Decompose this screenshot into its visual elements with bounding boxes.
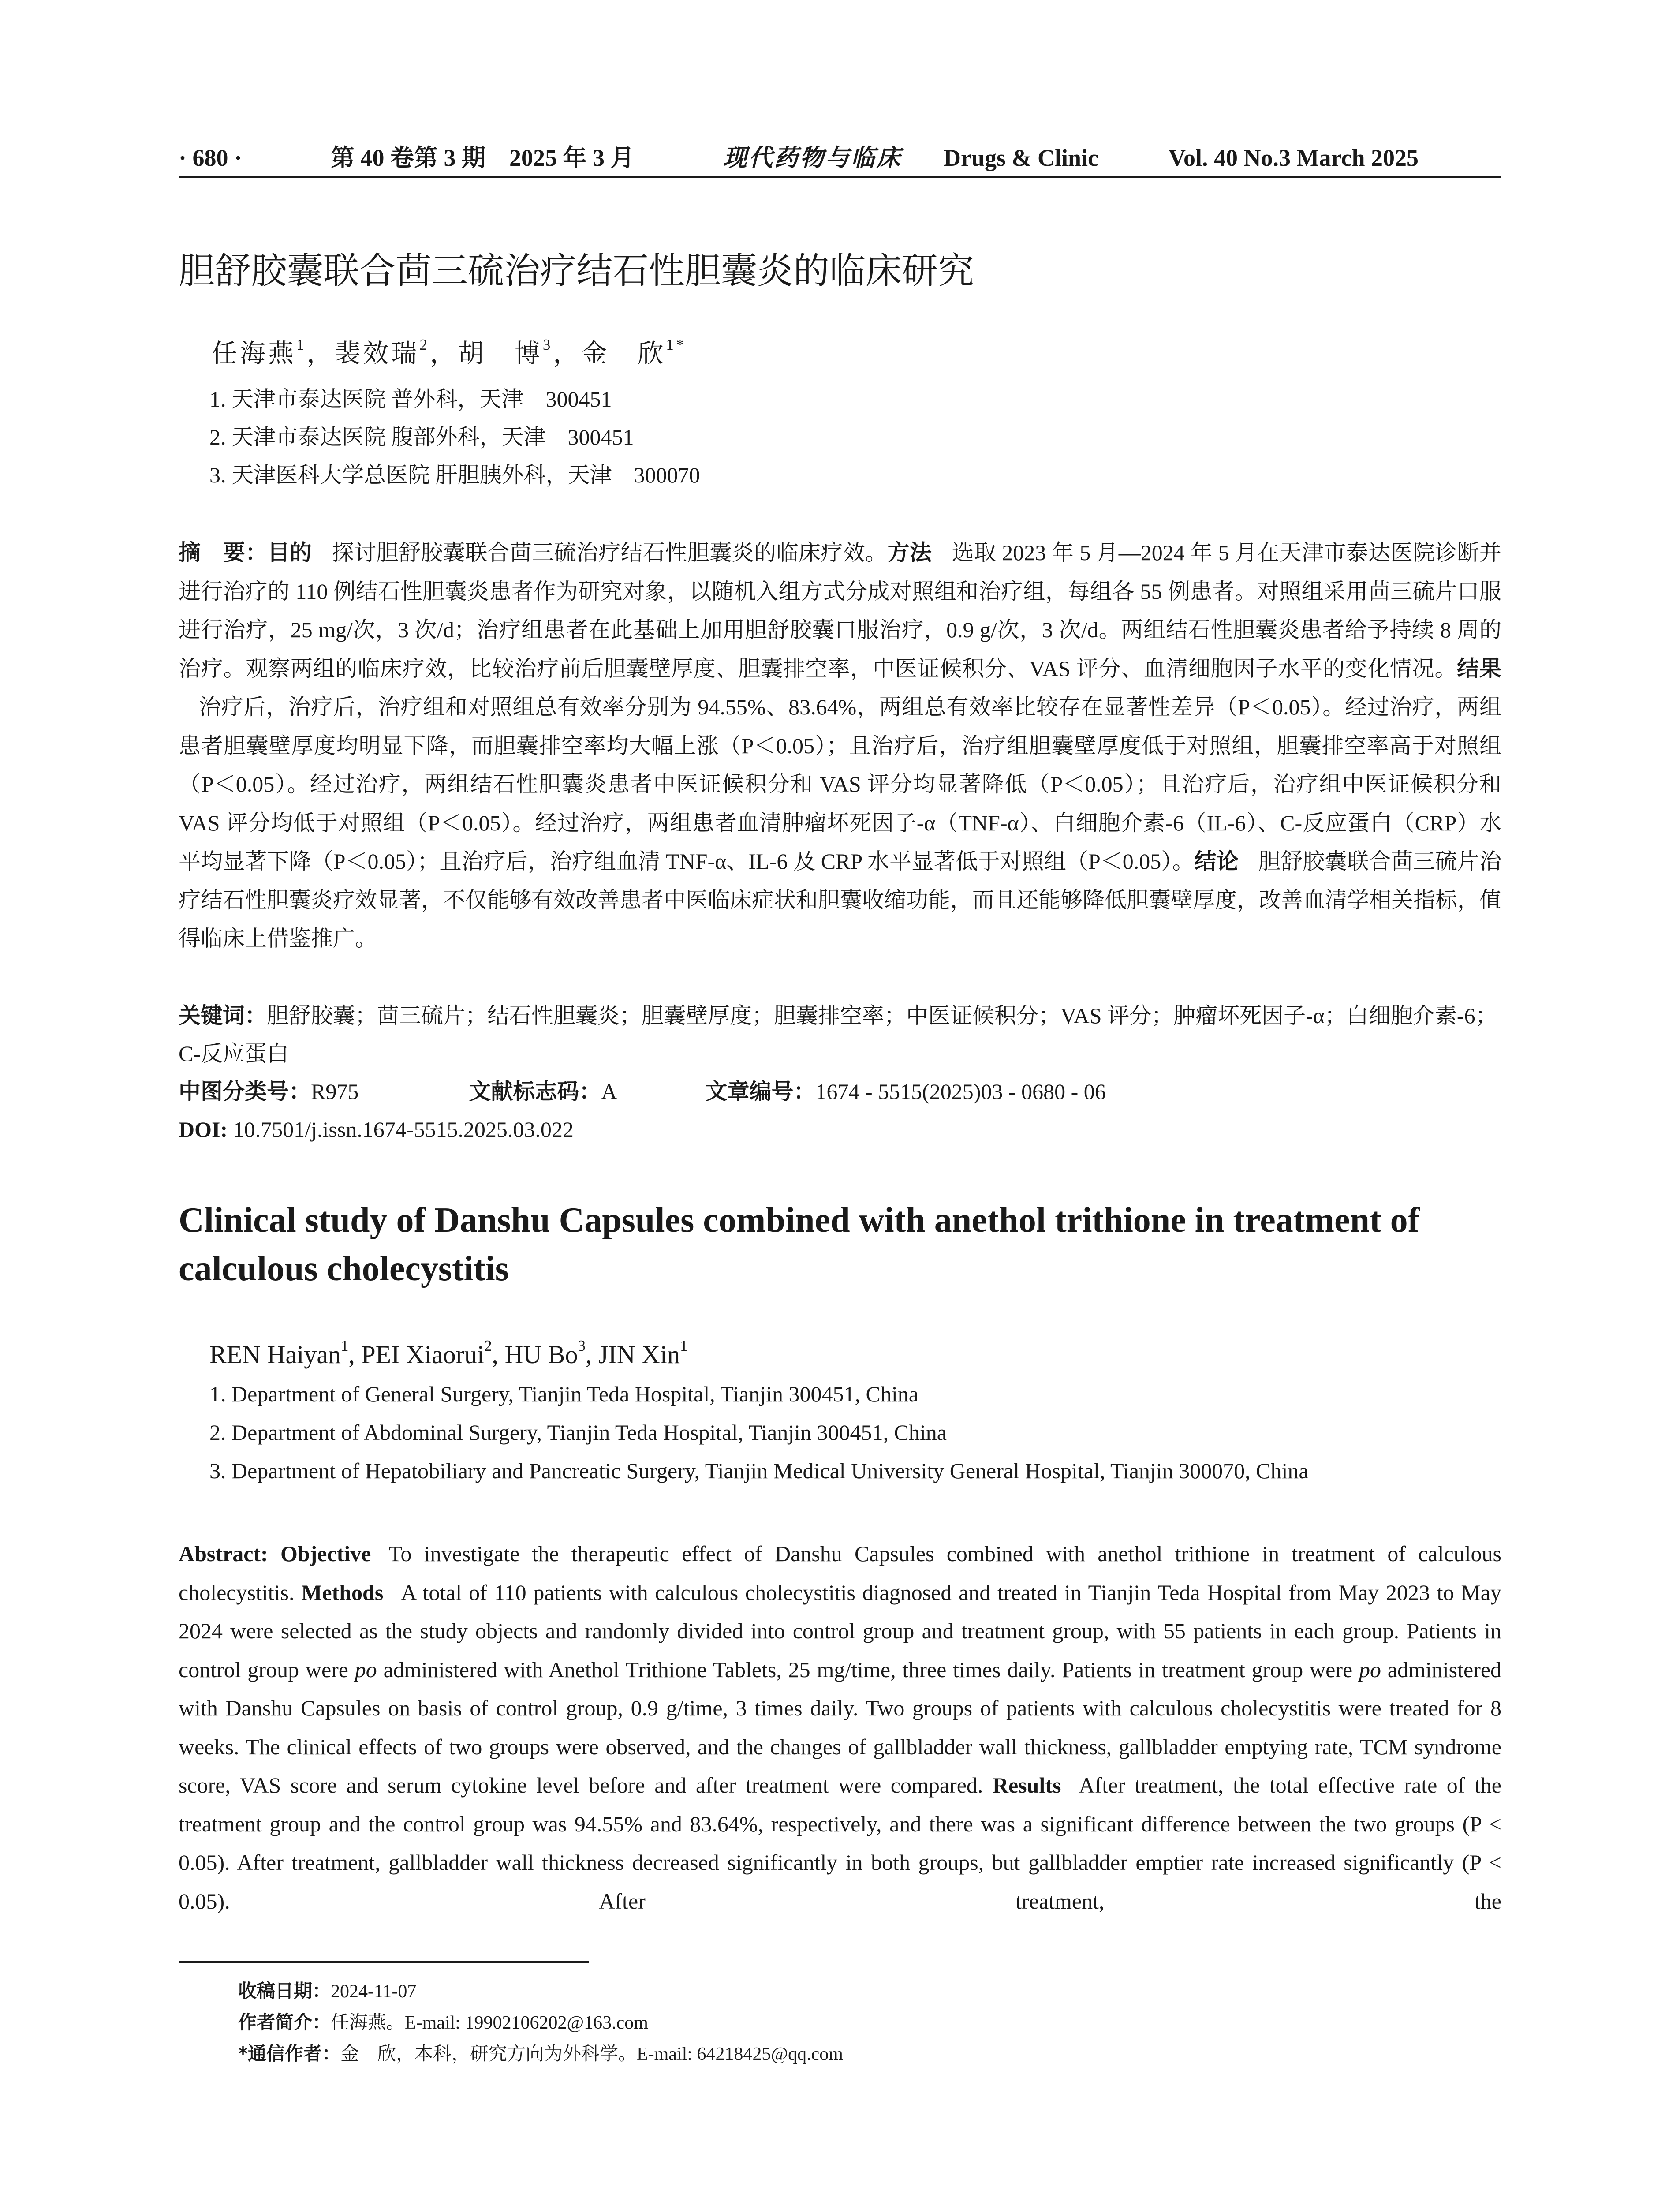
route-abbrev: po: [1359, 1657, 1381, 1682]
page-number: · 680 ·: [179, 145, 243, 171]
received-date: [238, 1976, 843, 2007]
doc-code-value: A: [601, 1079, 617, 1104]
author-name: 任海燕: [212, 339, 297, 368]
article-no-value: 1674 - 5515(2025)03 - 0680 - 06: [815, 1079, 1106, 1104]
results-text: 治疗后，治疗后，治疗组和对照组总有效率分别为 94.55%、83.64%，两组总有效率比较存在显著性差异（P＜0.05）。经过治疗，两组患者胆囊壁厚度均明显下降，而胆囊排空率均大幅上涨（P＜0.05）；且治疗后，治疗组胆囊壁厚度低于对照组，胆囊排空率高于对照组（P＜0.05）。经过治疗，两组结石性胆囊炎患者中医证候积分和 VAS 评分均显著降低（P＜0.05）；且治疗后，治疗组中医证候积分和 VAS 评分均低于对照组（P＜0.05）。经过治疗，两组患者血清肿瘤坏死因子-α（TNF-α）、白细胞介素-6（IL-6）、C-反应蛋白（CRP）水平均显著下降（P＜0.05）；且治疗后，治疗组血清 TNF-α、IL-6 及 CRP 水平显著低于对照组（P＜0.05）。: [179, 695, 1501, 874]
affiliation-list-cn: [209, 380, 700, 494]
results-label: Results: [992, 1773, 1061, 1798]
author-bio-value: 任海燕。E-mail: 19902106202@163.com: [331, 2013, 648, 2033]
keywords-text: 胆舒胶囊；茴三硫片；结石性胆囊炎；胆囊壁厚度；胆囊排空率；中医证候积分；VAS 评分；肿瘤坏死因子-α；白细胞介素-6；C-反应蛋白: [179, 1003, 1497, 1066]
affiliation-mark: 2: [484, 1337, 492, 1355]
author-name: PEI Xiaorui: [361, 1340, 485, 1369]
author-name: 金 欣: [581, 339, 666, 368]
abstract-label: 摘 要：: [179, 540, 268, 565]
affiliation-item: 3. 天津医科大学总医院 肝胆胰外科，天津 300070: [209, 463, 700, 487]
footnote-divider: [179, 1961, 589, 1963]
affiliation-item: 3. Department of Hepatobiliary and Pancreatic Surgery, Tianjin Medical University General Hospital, Tianjin 300070, China: [209, 1458, 1309, 1483]
methods-label: 方法: [887, 540, 932, 565]
results-label: 结果: [1457, 655, 1502, 681]
article-title-en: Clinical study of Danshu Capsules combined with anethol trithione in treatment of calculous cholecystitis: [179, 1201, 1420, 1288]
affiliation-item: 2. Department of Abdominal Surgery, Tianjin Teda Hospital, Tianjin 300451, China: [209, 1420, 947, 1445]
journal-name-en: Drugs & Clinic: [944, 145, 1098, 171]
keywords-label: 关键词：: [179, 1003, 267, 1028]
affiliation-mark: 1*: [666, 336, 687, 354]
received-label: 收稿日期：: [238, 1980, 331, 2002]
affiliation-item: 1. Department of General Surgery, Tianjin Teda Hospital, Tianjin 300451, China: [209, 1382, 918, 1406]
article-metadata-cn: [179, 997, 1501, 1148]
methods-text: administered with Danshu Capsules on basis of control group, 0.9 g/time, 3 times daily. Two groups of patients with calculous cholecystitis were treated for 8 weeks. The clinical effects of two groups were observed, and the changes of gallbladder wall thickness, gallbladder emptying rate, TCM syndrome score, VAS score and serum cytokine level before and after treatment were compared.: [179, 1657, 1502, 1798]
corresponding-value: 金 欣，本科，研究方向为外科学。E-mail: 64218425@qq.com: [340, 2044, 843, 2064]
methods-text: administered with Anethol Trithione Tablets, 25 mg/time, three times daily. Patients in treatment group were: [383, 1657, 1353, 1682]
clc-label: 中图分类号：: [179, 1079, 311, 1104]
journal-name-cn: 现代药物与临床: [723, 145, 902, 171]
author-name: 胡 博: [458, 339, 543, 368]
corresponding-label: *通信作者：: [238, 2043, 340, 2064]
methods-label: Methods: [301, 1580, 384, 1605]
clc-value: R975: [311, 1079, 359, 1104]
author-list-en: REN Haiyan$^1$, PEI Xiaorui$^2$, HU Bo$^3$, JIN Xin$^1$: [209, 1337, 688, 1369]
results-text: After treatment, the total effective rate of the treatment group and the control group was 94.55% and 83.64%, respectively, and there was a significant difference between the two groups (P < 0.05). After treatment, gallbladder wall thickness decreased significantly in both groups, but gallbladder emptier rate increased significantly (P < 0.05). After treatment, the: [179, 1773, 1501, 1913]
affiliation-item: 2. 天津市泰达医院 腹部外科，天津 300451: [209, 425, 634, 449]
author-name: HU Bo: [504, 1340, 578, 1369]
affiliation-mark: 2: [419, 336, 430, 354]
keywords: [179, 997, 1501, 1073]
author-bio: [238, 2007, 843, 2038]
abstract-en: [179, 1535, 1501, 1921]
issue-info-cn: 第 40 卷第 3 期 2025 年 3 月: [331, 145, 635, 171]
affiliation-mark: 3: [578, 1337, 586, 1355]
corresponding-author: [238, 2038, 843, 2070]
methods-text: 选取 2023 年 5 月—2024 年 5 月在天津市泰达医院诊断并进行治疗的 110 例结石性胆囊炎患者作为研究对象，以随机入组方式分成对照组和治疗组，每组各 55 例患者。对照组采用茴三硫片口服进行治疗，25 mg/次，3 次/d；治疗组患者在此基础上加用胆舒胶囊口服治疗，0.9 g/次，3 次/d。两组结石性胆囊炎患者给予持续 8 周的治疗。观察两组的临床疗效，比较治疗前后胆囊壁厚度、胆囊排空率，中医证候积分、VAS 评分、血清细胞因子水平的变化情况。: [179, 540, 1502, 681]
received-value: 2024-11-07: [331, 1981, 417, 2002]
objective-label: 目的: [267, 540, 312, 565]
objective-label: Objective: [280, 1541, 371, 1566]
doi-label: DOI:: [179, 1117, 228, 1142]
issue-info-en: Vol. 40 No.3 March 2025: [1169, 145, 1419, 171]
author-list-cn: 任海燕$^1$，裴效瑞$^2$，胡 博$^3$，金 欣$^{1*}$: [212, 336, 687, 368]
footnotes: [238, 1976, 843, 2070]
route-abbrev: po: [355, 1657, 377, 1682]
classification-row: [179, 1073, 1501, 1110]
abstract-label: Abstract:: [179, 1541, 268, 1566]
affiliation-mark: 3: [542, 336, 553, 354]
methods-text: A total of 110 patients with calculous cholecystitis diagnosed and treated in Tianjin Teda Hospital from May 2023 to May 2024 were selected as the study objects and randomly divided into control group and treatment group, with 55 patients in each group. Patients in control group were: [179, 1580, 1501, 1682]
doc-code-label: 文献标志码：: [469, 1079, 601, 1104]
conclusion-label: 结论: [1194, 848, 1239, 874]
affiliation-mark: 1: [341, 1337, 349, 1355]
author-name: REN Haiyan: [209, 1340, 341, 1369]
author-name: JIN Xin: [598, 1340, 680, 1369]
running-header: [179, 140, 1501, 178]
affiliation-mark: 1: [680, 1337, 688, 1355]
doi-row: [179, 1110, 1501, 1148]
affiliation-list-en: [209, 1375, 1309, 1490]
abstract-cn: [179, 534, 1501, 958]
article-no-label: 文章编号：: [705, 1079, 816, 1104]
affiliation-mark: 1: [296, 336, 307, 354]
objective-text: To investigate the therapeutic effect of Danshu Capsules combined with anethol trithione in treatment of calculous cholecystitis.: [179, 1541, 1501, 1605]
author-bio-label: 作者简介：: [238, 2011, 331, 2033]
doi-value: 10.7501/j.issn.1674-5515.2025.03.022: [233, 1117, 574, 1142]
conclusion-text: 胆舒胶囊联合茴三硫片治疗结石性胆囊炎疗效显著，不仅能够有效改善患者中医临床症状和胆囊收缩功能，而且还能够降低胆囊壁厚度，改善血清学相关指标，值得临床上借鉴推广。: [179, 849, 1502, 951]
article-title-cn: 胆舒胶囊联合茴三硫治疗结石性胆囊炎的临床研究: [179, 250, 974, 292]
author-name: 裴效瑞: [335, 339, 420, 368]
objective-text: 探讨胆舒胶囊联合茴三硫治疗结石性胆囊炎的临床疗效。: [332, 540, 888, 565]
affiliation-item: 1. 天津市泰达医院 普外科，天津 300451: [209, 387, 612, 411]
